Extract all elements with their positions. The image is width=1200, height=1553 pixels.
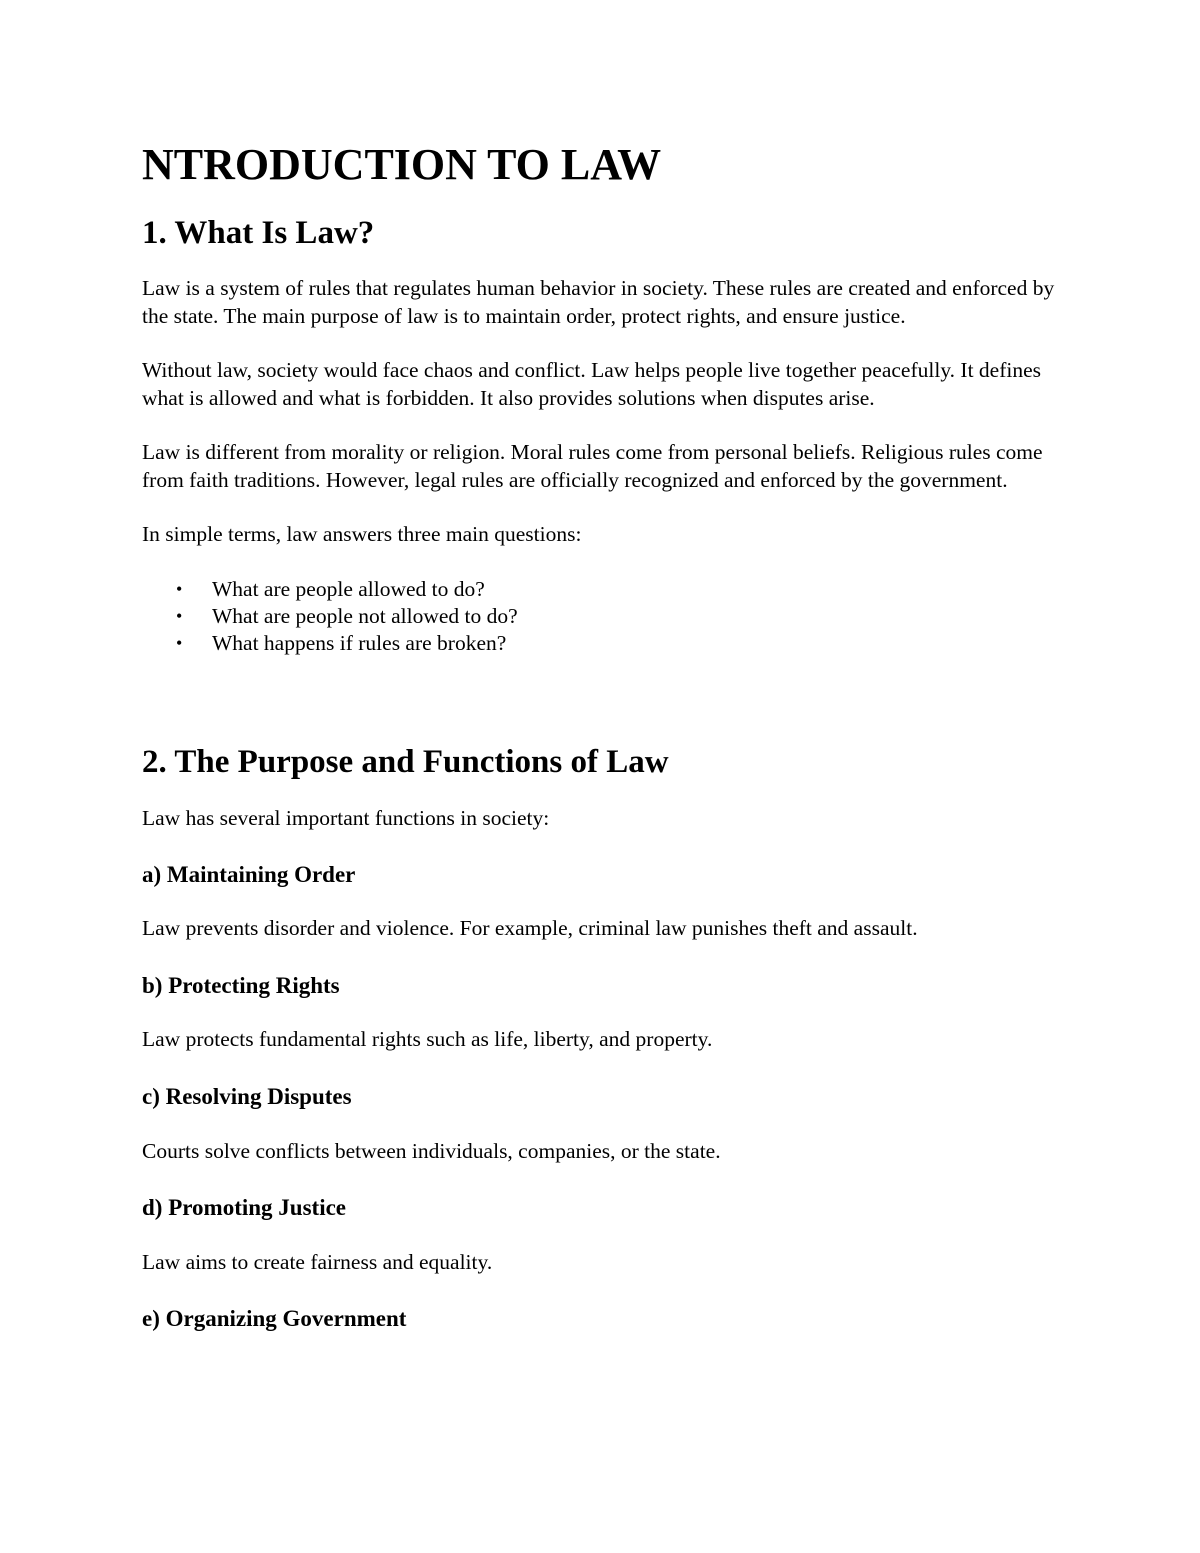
paragraph-law-vs-morality: Law is different from morality or religion. Moral rules come from personal beliefs. Religious rules come from faith traditions. However, legal rules are officially recognized and enforced by the government. (142, 440, 1043, 492)
bullet-icon: • (176, 632, 183, 653)
section-heading-purpose-functions: 2. The Purpose and Functions of Law (142, 743, 669, 780)
list-item-text: What are people not allowed to do? (212, 603, 518, 628)
paragraph-functions-intro: Law has several important functions in society: (142, 806, 550, 831)
subheading-organizing-government: e) Organizing Government (142, 1306, 407, 1332)
paragraph-maintaining-order: Law prevents disorder and violence. For example, criminal law punishes theft and assault. (142, 916, 918, 941)
list-item (176, 630, 1072, 657)
question-list (142, 576, 1072, 657)
list-item-text: What happens if rules are broken? (212, 630, 507, 655)
bullet-icon: • (176, 605, 183, 626)
paragraph-protecting-rights: Law protects fundamental rights such as life, liberty, and property. (142, 1027, 713, 1052)
paragraph-resolving-disputes: Courts solve conflicts between individuals, companies, or the state. (142, 1138, 721, 1163)
paragraph-promoting-justice: Law aims to create fairness and equality. (142, 1249, 493, 1274)
bullet-icon: • (176, 578, 183, 599)
paragraph-without-law: Without law, society would face chaos and conflict. Law helps people live together peacefully. It defines what is allowed and what is forbidden. It also provides solutions when disputes arise. (142, 358, 1042, 410)
document-title: NTRODUCTION TO LAW (142, 140, 662, 189)
list-item-text: What are people allowed to do? (212, 576, 485, 601)
paragraph-definition: Law is a system of rules that regulates human behavior in society. These rules are created and enforced by the state. The main purpose of law is to maintain order, protect rights, and ensure justice. (142, 276, 1055, 328)
subheading-maintaining-order: a) Maintaining Order (142, 861, 356, 887)
subheading-protecting-rights: b) Protecting Rights (142, 972, 340, 998)
list-item (176, 576, 1072, 603)
list-item (176, 603, 1072, 630)
section-heading-what-is-law: 1. What Is Law? (142, 214, 375, 251)
subheading-resolving-disputes: c) Resolving Disputes (142, 1083, 352, 1109)
document-content (142, 140, 1072, 1333)
subheading-promoting-justice: d) Promoting Justice (142, 1195, 347, 1221)
paragraph-three-questions: In simple terms, law answers three main questions: (142, 522, 582, 547)
